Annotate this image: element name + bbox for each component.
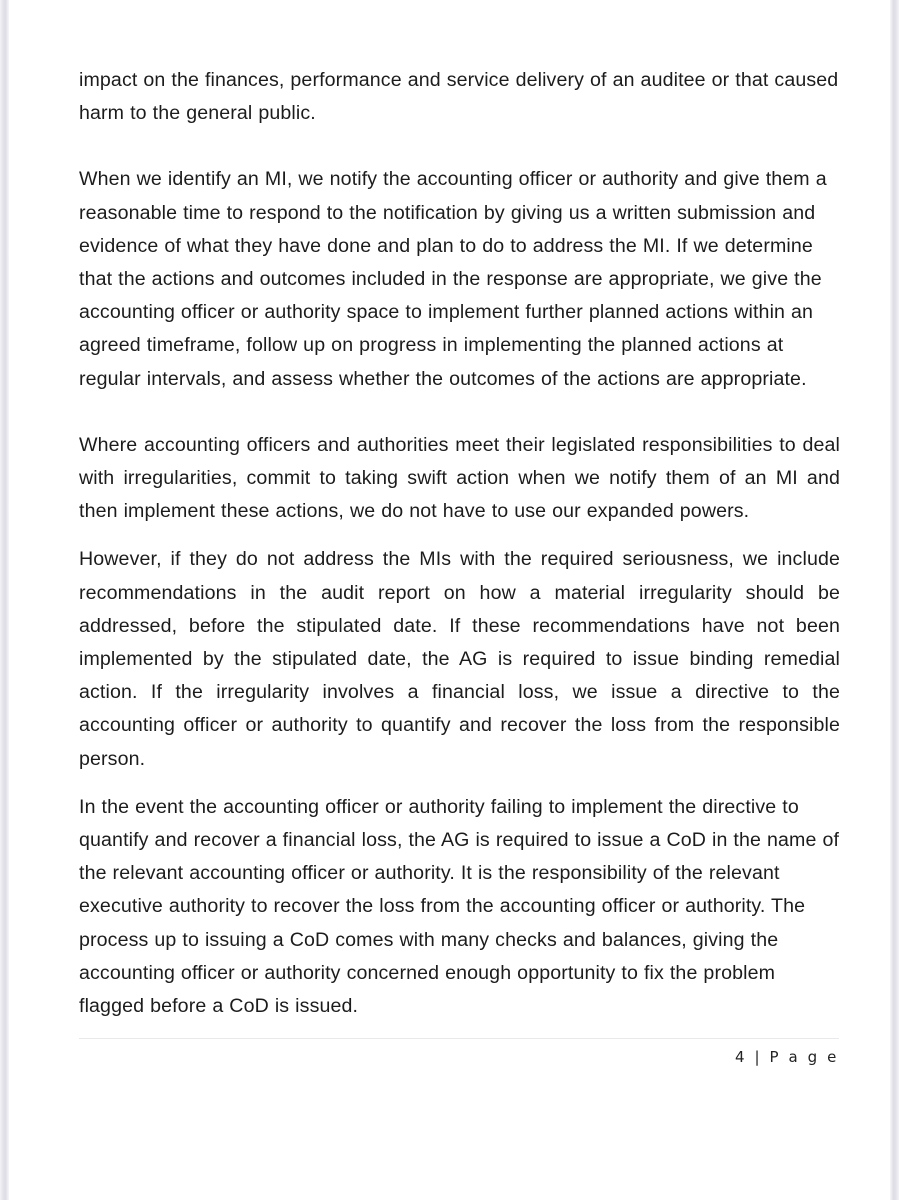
page-footer bbox=[79, 1038, 839, 1066]
paragraph-spacer bbox=[79, 396, 840, 429]
paragraph-certificate-of-debt: In the event the accounting officer or authority failing to implement the directive to quantify and recover a financial loss, the AG is required to issue a CoD in the name of the relevant accounting officer or authority. It is the responsibility of the relevant executive authority to recover the loss from the accounting officer or authority. The process up to issuing a CoD comes with many checks and balances, giving the accounting officer or authority concerned enough opportunity to fix the problem flagged before a CoD is issued. bbox=[79, 795, 840, 1018]
paragraph-spacer bbox=[79, 528, 840, 543]
document-body bbox=[79, 0, 840, 1023]
paragraph-notification: When we identify an MI, we notify the accounting officer or authority and give them a reasonable time to respond to the notification by giving us a written submission and evidence of what they have done and plan to do to address the MI. If we determine that the actions and outcomes included in the response are appropriate, we give the accounting officer or authority space to implement further planned actions within an agreed timeframe, follow up on progress in implementing the planned actions at regular intervals, and assess whether the outcomes of the actions are appropriate. bbox=[79, 168, 827, 390]
paragraph-recommendations: However, if they do not address the MIs with the required seriousness, we include recommendations in the audit report on how a material irregularity should be addressed, before the stipulated date. If these recommendations have not been implemented by the stipulated date, the AG is required to issue binding remedial action. If the irregularity involves a financial loss, we issue a directive to the accounting officer or authority to quantify and recover the loss from the responsible person. bbox=[79, 548, 840, 770]
paragraph-legislated-responsibilities: Where accounting officers and authorities meet their legislated responsibilities to deal with irregularities, commit to taking swift action when we notify them of an MI and then implement these actions, we do not have to use our expanded powers. bbox=[79, 433, 840, 523]
top-margin-spacer bbox=[79, 0, 840, 64]
page-left-edge-shadow bbox=[0, 0, 9, 1200]
page-right-edge-shadow bbox=[890, 0, 899, 1200]
paragraph-spacer bbox=[79, 776, 840, 791]
page-number-label: 4 | P a g e bbox=[734, 1048, 839, 1066]
paragraph-impact: impact on the finances, performance and service delivery of an auditee or that caused harm to the general public. bbox=[79, 69, 839, 125]
paragraph-spacer bbox=[79, 130, 840, 163]
